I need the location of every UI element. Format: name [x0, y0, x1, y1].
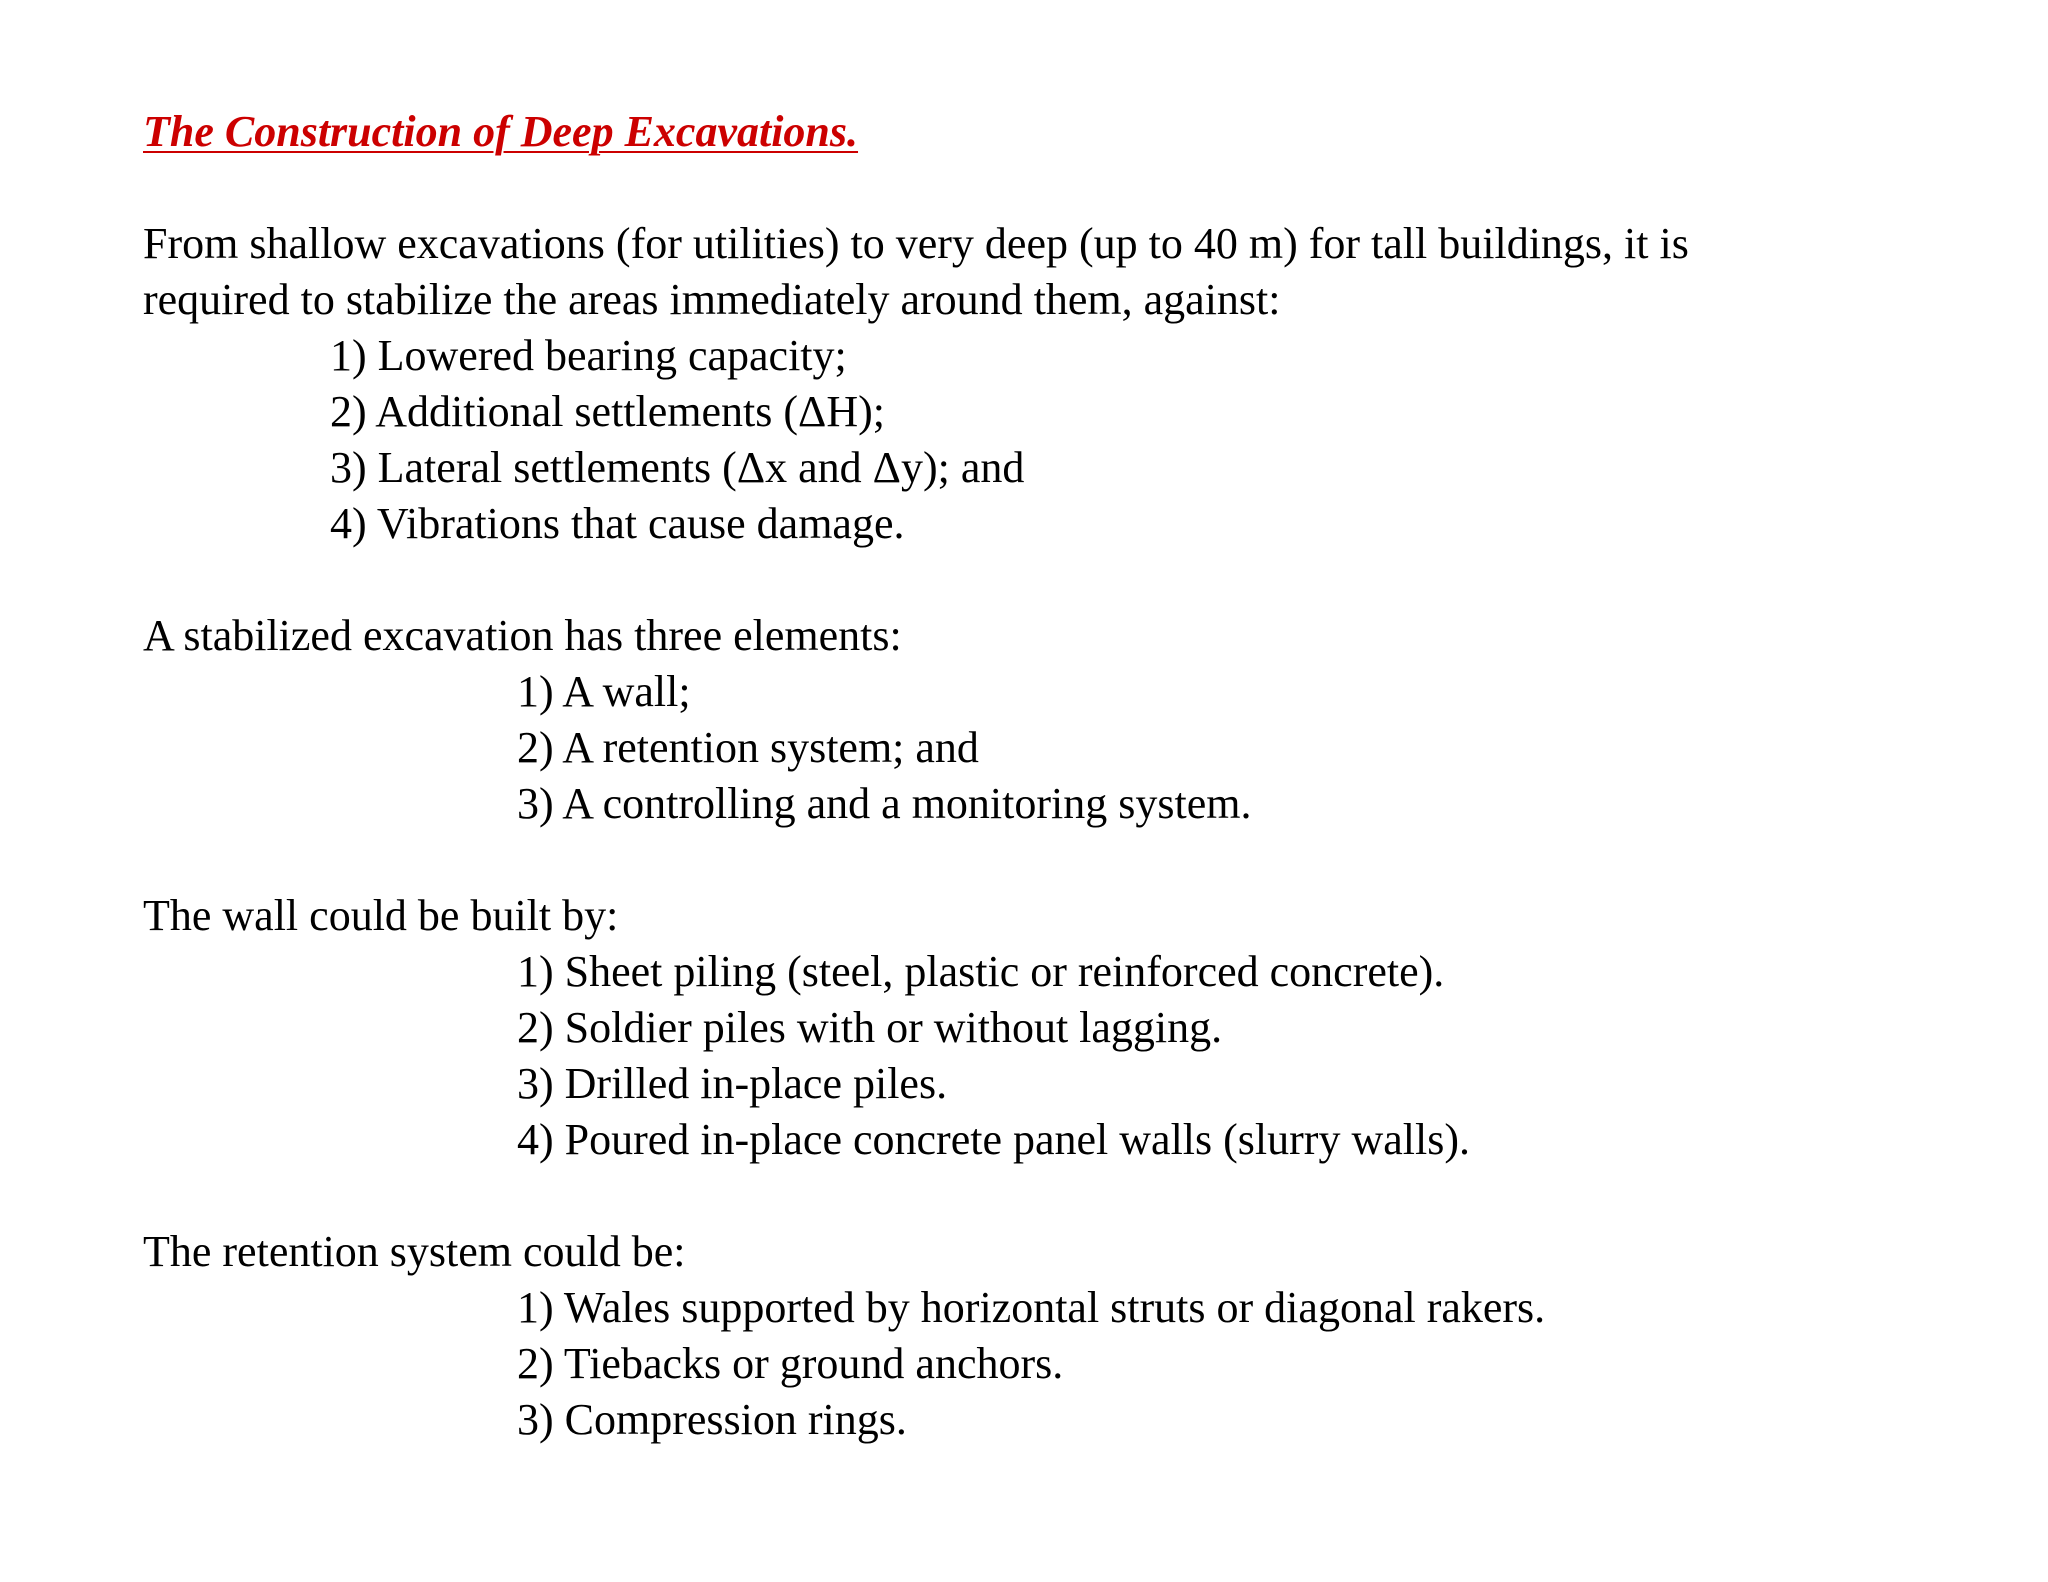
- list-item: 1) Sheet piling (steel, plastic or reinforced concrete).: [517, 947, 1445, 996]
- elements-list: [517, 664, 1252, 832]
- wall-heading: The wall could be built by:: [143, 891, 619, 940]
- list-item: 2) A retention system; and: [517, 723, 979, 772]
- list-item: 3) Lateral settlements (Δx and Δy); and: [330, 443, 1025, 492]
- wall-list: [517, 944, 1470, 1168]
- list-item: 1) Wales supported by horizontal struts or diagonal rakers.: [517, 1283, 1546, 1332]
- list-item: 3) Compression rings.: [517, 1395, 907, 1444]
- list-item: 1) A wall;: [517, 667, 691, 716]
- intro-line-1: From shallow excavations (for utilities) to very deep (up to 40 m) for tall buildings, it is: [143, 219, 1689, 268]
- list-item: 2) Tiebacks or ground anchors.: [517, 1339, 1064, 1388]
- document-title: The Construction of Deep Excavations.: [143, 107, 859, 156]
- retention-heading: The retention system could be:: [143, 1227, 686, 1276]
- against-list: [330, 328, 1024, 552]
- elements-heading: A stabilized excavation has three elements:: [143, 611, 902, 660]
- list-item: 3) Drilled in-place piles.: [517, 1059, 948, 1108]
- retention-list: [517, 1280, 1545, 1448]
- list-item: 2) Soldier piles with or without lagging.: [517, 1003, 1223, 1052]
- list-item: 4) Vibrations that cause damage.: [330, 499, 905, 548]
- list-item: 3) A controlling and a monitoring system.: [517, 779, 1252, 828]
- list-item: 2) Additional settlements (ΔH);: [330, 387, 885, 436]
- list-item: 1) Lowered bearing capacity;: [330, 331, 847, 380]
- intro-line-2: required to stabilize the areas immediately around them, against:: [143, 275, 1281, 324]
- list-item: 4) Poured in-place concrete panel walls (slurry walls).: [517, 1115, 1470, 1164]
